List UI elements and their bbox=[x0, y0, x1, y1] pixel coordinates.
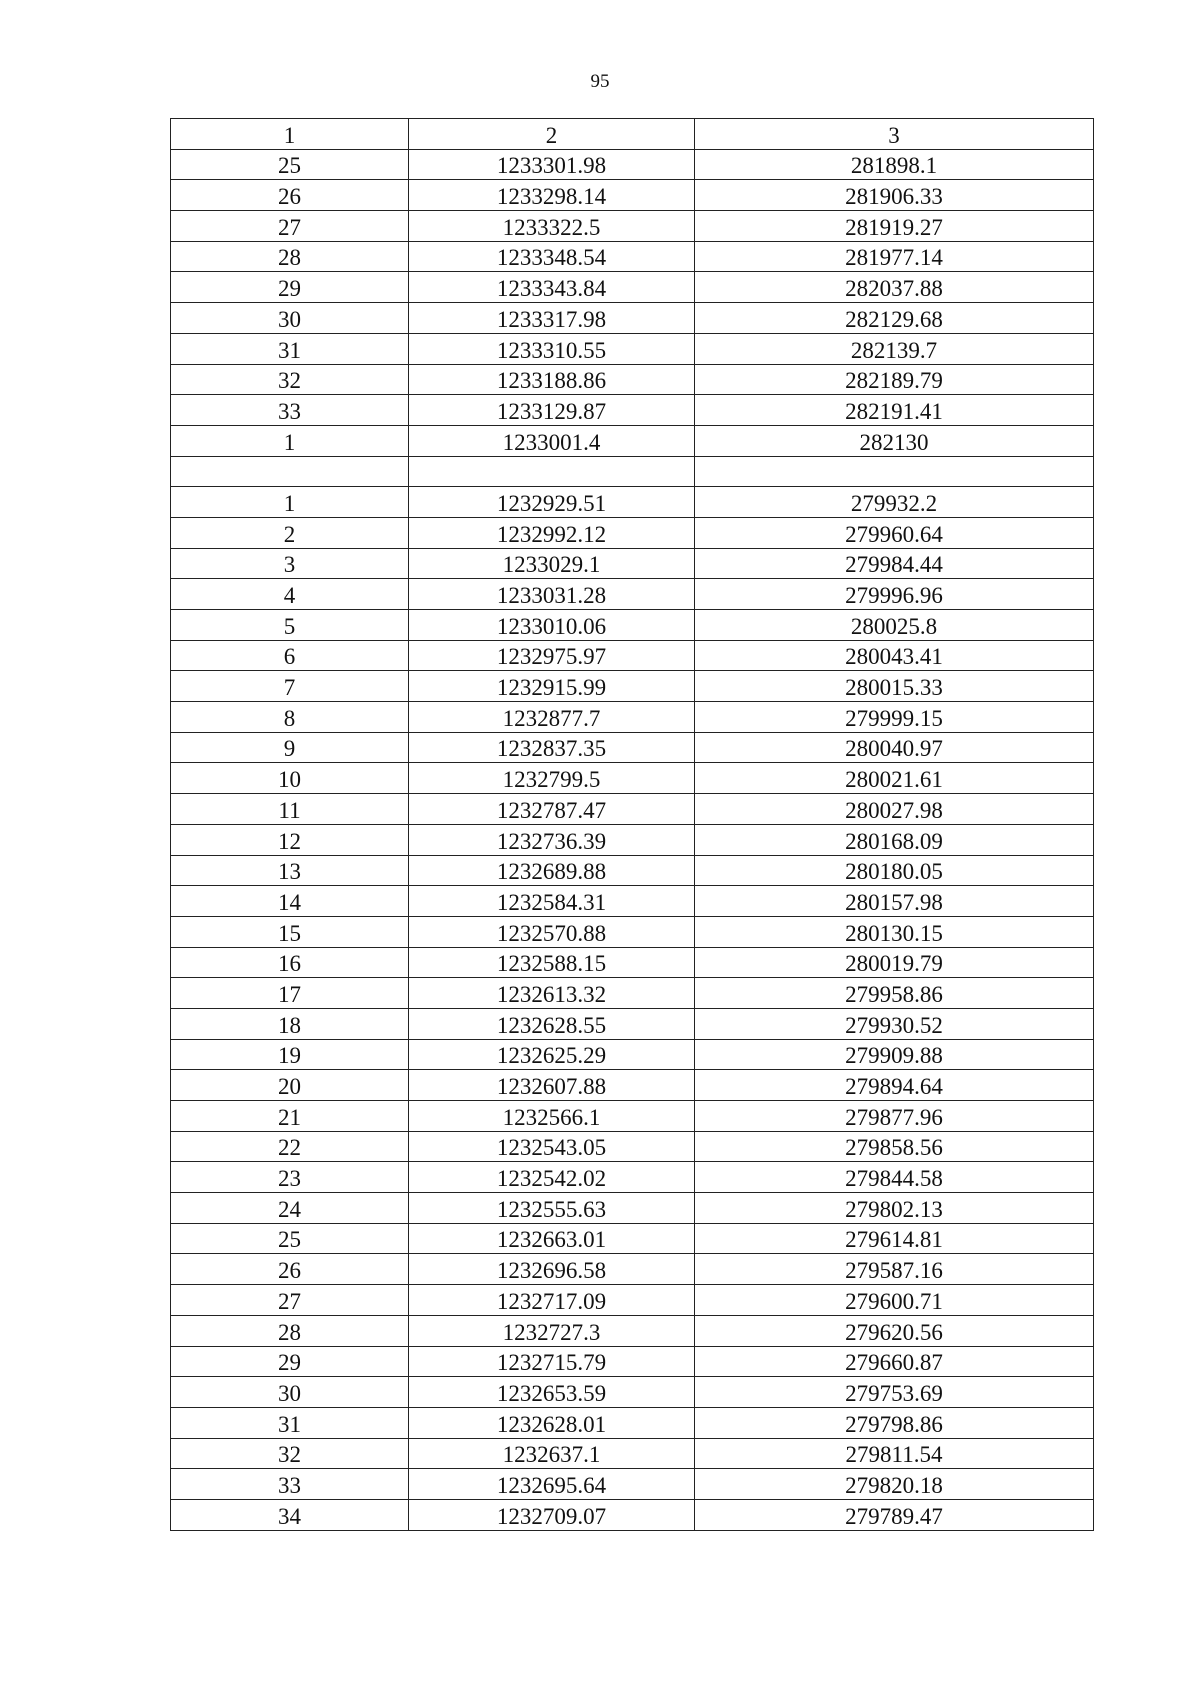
table-row bbox=[171, 1193, 1094, 1224]
x-coordinate-cell: 1232625.29 bbox=[409, 1039, 695, 1070]
coordinates-table bbox=[170, 118, 1094, 1531]
y-coordinate-cell: 279802.13 bbox=[695, 1193, 1094, 1224]
table-row bbox=[171, 1469, 1094, 1500]
point-number-cell: 5 bbox=[171, 610, 409, 641]
point-number-cell: 24 bbox=[171, 1193, 409, 1224]
table-row bbox=[171, 732, 1094, 763]
x-coordinate-cell: 1232584.31 bbox=[409, 886, 695, 917]
y-coordinate-cell: 280157.98 bbox=[695, 886, 1094, 917]
x-coordinate-cell: 1232837.35 bbox=[409, 732, 695, 763]
y-coordinate-cell: 279960.64 bbox=[695, 517, 1094, 548]
point-number-cell: 25 bbox=[171, 1223, 409, 1254]
y-coordinate-cell: 281919.27 bbox=[695, 211, 1094, 242]
table-row bbox=[171, 886, 1094, 917]
table-row bbox=[171, 1162, 1094, 1193]
table-row bbox=[171, 978, 1094, 1009]
x-coordinate-cell: 1232696.58 bbox=[409, 1254, 695, 1285]
table-row bbox=[171, 1223, 1094, 1254]
x-coordinate-cell: 1232709.07 bbox=[409, 1499, 695, 1530]
y-coordinate-cell: 282139.7 bbox=[695, 333, 1094, 364]
y-coordinate-cell: 280015.33 bbox=[695, 671, 1094, 702]
x-coordinate-cell: 1233298.14 bbox=[409, 180, 695, 211]
y-coordinate-cell: 279844.58 bbox=[695, 1162, 1094, 1193]
x-coordinate-cell: 1232663.01 bbox=[409, 1223, 695, 1254]
table-body bbox=[171, 119, 1094, 1531]
table-row bbox=[171, 763, 1094, 794]
point-number-cell: 4 bbox=[171, 579, 409, 610]
y-coordinate-cell: 280168.09 bbox=[695, 824, 1094, 855]
x-coordinate-cell: 1232542.02 bbox=[409, 1162, 695, 1193]
x-coordinate-cell: 1232695.64 bbox=[409, 1469, 695, 1500]
table-row bbox=[171, 425, 1094, 456]
table-row bbox=[171, 364, 1094, 395]
y-coordinate-cell: 279660.87 bbox=[695, 1346, 1094, 1377]
x-coordinate-cell: 1232992.12 bbox=[409, 517, 695, 548]
table-row bbox=[171, 1254, 1094, 1285]
x-coordinate-cell: 1233029.1 bbox=[409, 548, 695, 579]
y-coordinate-cell: 279984.44 bbox=[695, 548, 1094, 579]
table-row bbox=[171, 702, 1094, 733]
table-row bbox=[171, 241, 1094, 272]
point-number-cell: 30 bbox=[171, 303, 409, 334]
x-coordinate-cell: 1233010.06 bbox=[409, 610, 695, 641]
table-row bbox=[171, 1101, 1094, 1132]
point-number-cell: 29 bbox=[171, 1346, 409, 1377]
y-coordinate-cell: 279996.96 bbox=[695, 579, 1094, 610]
y-coordinate-cell: 280025.8 bbox=[695, 610, 1094, 641]
y-coordinate-cell: 280043.41 bbox=[695, 640, 1094, 671]
x-coordinate-cell: 1233129.87 bbox=[409, 395, 695, 426]
point-number-cell: 33 bbox=[171, 395, 409, 426]
y-coordinate-cell: 282129.68 bbox=[695, 303, 1094, 334]
table-row bbox=[171, 1131, 1094, 1162]
table-row bbox=[171, 487, 1094, 518]
point-number-cell: 27 bbox=[171, 1285, 409, 1316]
x-coordinate-cell: 1233317.98 bbox=[409, 303, 695, 334]
point-number-cell: 15 bbox=[171, 916, 409, 947]
point-number-cell: 23 bbox=[171, 1162, 409, 1193]
x-coordinate-cell: 1232613.32 bbox=[409, 978, 695, 1009]
y-coordinate-cell: 282037.88 bbox=[695, 272, 1094, 303]
point-number-cell: 33 bbox=[171, 1469, 409, 1500]
point-number-cell: 28 bbox=[171, 1315, 409, 1346]
header-cell-col2: 2 bbox=[409, 119, 695, 150]
table-row bbox=[171, 1285, 1094, 1316]
point-number-cell: 26 bbox=[171, 1254, 409, 1285]
point-number-cell: 31 bbox=[171, 333, 409, 364]
y-coordinate-cell: 279877.96 bbox=[695, 1101, 1094, 1132]
point-number-cell: 27 bbox=[171, 211, 409, 242]
point-number-cell: 3 bbox=[171, 548, 409, 579]
table-row bbox=[171, 1438, 1094, 1469]
table-row bbox=[171, 1039, 1094, 1070]
x-coordinate-cell: 1232736.39 bbox=[409, 824, 695, 855]
point-number-cell: 32 bbox=[171, 1438, 409, 1469]
point-number-cell: 1 bbox=[171, 487, 409, 518]
table-row bbox=[171, 640, 1094, 671]
table-row bbox=[171, 794, 1094, 825]
table-row bbox=[171, 456, 1094, 487]
y-coordinate-cell: 280027.98 bbox=[695, 794, 1094, 825]
x-coordinate-cell: 1232689.88 bbox=[409, 855, 695, 886]
x-coordinate-cell: 1232727.3 bbox=[409, 1315, 695, 1346]
y-coordinate-cell: 279930.52 bbox=[695, 1008, 1094, 1039]
y-coordinate-cell: 279789.47 bbox=[695, 1499, 1094, 1530]
table-row bbox=[171, 855, 1094, 886]
table-row bbox=[171, 916, 1094, 947]
point-number-cell: 34 bbox=[171, 1499, 409, 1530]
y-coordinate-cell: 279958.86 bbox=[695, 978, 1094, 1009]
x-coordinate-cell: 1233343.84 bbox=[409, 272, 695, 303]
point-number-cell: 12 bbox=[171, 824, 409, 855]
table-row bbox=[171, 395, 1094, 426]
y-coordinate-cell: 282130 bbox=[695, 425, 1094, 456]
point-number-cell: 20 bbox=[171, 1070, 409, 1101]
table-row bbox=[171, 1070, 1094, 1101]
table-row bbox=[171, 1407, 1094, 1438]
y-coordinate-cell: 279999.15 bbox=[695, 702, 1094, 733]
y-coordinate-cell: 280180.05 bbox=[695, 855, 1094, 886]
x-coordinate-cell: 1232877.7 bbox=[409, 702, 695, 733]
x-coordinate-cell: 1233301.98 bbox=[409, 149, 695, 180]
x-coordinate-cell: 1232715.79 bbox=[409, 1346, 695, 1377]
point-number-cell: 17 bbox=[171, 978, 409, 1009]
x-coordinate-cell: 1233031.28 bbox=[409, 579, 695, 610]
header-cell-col3: 3 bbox=[695, 119, 1094, 150]
point-number-cell: 30 bbox=[171, 1377, 409, 1408]
table-header-row bbox=[171, 119, 1094, 150]
y-coordinate-cell: 280019.79 bbox=[695, 947, 1094, 978]
table-row bbox=[171, 579, 1094, 610]
x-coordinate-cell: 1232929.51 bbox=[409, 487, 695, 518]
table-row bbox=[171, 517, 1094, 548]
point-number-cell: 25 bbox=[171, 149, 409, 180]
y-coordinate-cell: 281906.33 bbox=[695, 180, 1094, 211]
table-row bbox=[171, 1377, 1094, 1408]
y-coordinate-cell: 279894.64 bbox=[695, 1070, 1094, 1101]
x-coordinate-cell: 1233188.86 bbox=[409, 364, 695, 395]
x-coordinate-cell: 1233001.4 bbox=[409, 425, 695, 456]
y-coordinate-cell: 281977.14 bbox=[695, 241, 1094, 272]
point-number-cell: 8 bbox=[171, 702, 409, 733]
y-coordinate-cell bbox=[695, 456, 1094, 487]
x-coordinate-cell: 1232628.01 bbox=[409, 1407, 695, 1438]
point-number-cell: 7 bbox=[171, 671, 409, 702]
point-number-cell: 1 bbox=[171, 425, 409, 456]
point-number-cell: 11 bbox=[171, 794, 409, 825]
table-row bbox=[171, 1499, 1094, 1530]
x-coordinate-cell: 1232566.1 bbox=[409, 1101, 695, 1132]
point-number-cell: 22 bbox=[171, 1131, 409, 1162]
point-number-cell: 6 bbox=[171, 640, 409, 671]
y-coordinate-cell: 280040.97 bbox=[695, 732, 1094, 763]
y-coordinate-cell: 281898.1 bbox=[695, 149, 1094, 180]
table-row bbox=[171, 1008, 1094, 1039]
x-coordinate-cell: 1232637.1 bbox=[409, 1438, 695, 1469]
point-number-cell: 29 bbox=[171, 272, 409, 303]
table-row bbox=[171, 149, 1094, 180]
x-coordinate-cell: 1232975.97 bbox=[409, 640, 695, 671]
point-number-cell: 18 bbox=[171, 1008, 409, 1039]
table-row bbox=[171, 671, 1094, 702]
table-row bbox=[171, 333, 1094, 364]
table-row bbox=[171, 947, 1094, 978]
x-coordinate-cell: 1233322.5 bbox=[409, 211, 695, 242]
x-coordinate-cell: 1232588.15 bbox=[409, 947, 695, 978]
y-coordinate-cell: 279753.69 bbox=[695, 1377, 1094, 1408]
y-coordinate-cell: 279820.18 bbox=[695, 1469, 1094, 1500]
point-number-cell: 14 bbox=[171, 886, 409, 917]
point-number-cell: 21 bbox=[171, 1101, 409, 1132]
table-row bbox=[171, 548, 1094, 579]
x-coordinate-cell: 1232799.5 bbox=[409, 763, 695, 794]
header-cell-col1: 1 bbox=[171, 119, 409, 150]
table-row bbox=[171, 824, 1094, 855]
x-coordinate-cell: 1233310.55 bbox=[409, 333, 695, 364]
y-coordinate-cell: 279811.54 bbox=[695, 1438, 1094, 1469]
point-number-cell bbox=[171, 456, 409, 487]
point-number-cell: 26 bbox=[171, 180, 409, 211]
point-number-cell: 31 bbox=[171, 1407, 409, 1438]
table-row bbox=[171, 180, 1094, 211]
point-number-cell: 9 bbox=[171, 732, 409, 763]
x-coordinate-cell: 1232717.09 bbox=[409, 1285, 695, 1316]
point-number-cell: 19 bbox=[171, 1039, 409, 1070]
y-coordinate-cell: 279932.2 bbox=[695, 487, 1094, 518]
x-coordinate-cell: 1232628.55 bbox=[409, 1008, 695, 1039]
x-coordinate-cell: 1232915.99 bbox=[409, 671, 695, 702]
y-coordinate-cell: 282189.79 bbox=[695, 364, 1094, 395]
table-row bbox=[171, 211, 1094, 242]
x-coordinate-cell: 1232607.88 bbox=[409, 1070, 695, 1101]
y-coordinate-cell: 280021.61 bbox=[695, 763, 1094, 794]
y-coordinate-cell: 279587.16 bbox=[695, 1254, 1094, 1285]
table-row bbox=[171, 1346, 1094, 1377]
x-coordinate-cell bbox=[409, 456, 695, 487]
point-number-cell: 16 bbox=[171, 947, 409, 978]
y-coordinate-cell: 279798.86 bbox=[695, 1407, 1094, 1438]
point-number-cell: 13 bbox=[171, 855, 409, 886]
x-coordinate-cell: 1232570.88 bbox=[409, 916, 695, 947]
y-coordinate-cell: 279614.81 bbox=[695, 1223, 1094, 1254]
y-coordinate-cell: 282191.41 bbox=[695, 395, 1094, 426]
page-number: 95 bbox=[590, 71, 610, 92]
table-row bbox=[171, 1315, 1094, 1346]
y-coordinate-cell: 279600.71 bbox=[695, 1285, 1094, 1316]
y-coordinate-cell: 279909.88 bbox=[695, 1039, 1094, 1070]
point-number-cell: 10 bbox=[171, 763, 409, 794]
x-coordinate-cell: 1233348.54 bbox=[409, 241, 695, 272]
x-coordinate-cell: 1232543.05 bbox=[409, 1131, 695, 1162]
x-coordinate-cell: 1232653.59 bbox=[409, 1377, 695, 1408]
y-coordinate-cell: 279620.56 bbox=[695, 1315, 1094, 1346]
point-number-cell: 28 bbox=[171, 241, 409, 272]
x-coordinate-cell: 1232787.47 bbox=[409, 794, 695, 825]
y-coordinate-cell: 279858.56 bbox=[695, 1131, 1094, 1162]
point-number-cell: 32 bbox=[171, 364, 409, 395]
table-row bbox=[171, 272, 1094, 303]
table-row bbox=[171, 610, 1094, 641]
point-number-cell: 2 bbox=[171, 517, 409, 548]
y-coordinate-cell: 280130.15 bbox=[695, 916, 1094, 947]
table-row bbox=[171, 303, 1094, 334]
x-coordinate-cell: 1232555.63 bbox=[409, 1193, 695, 1224]
